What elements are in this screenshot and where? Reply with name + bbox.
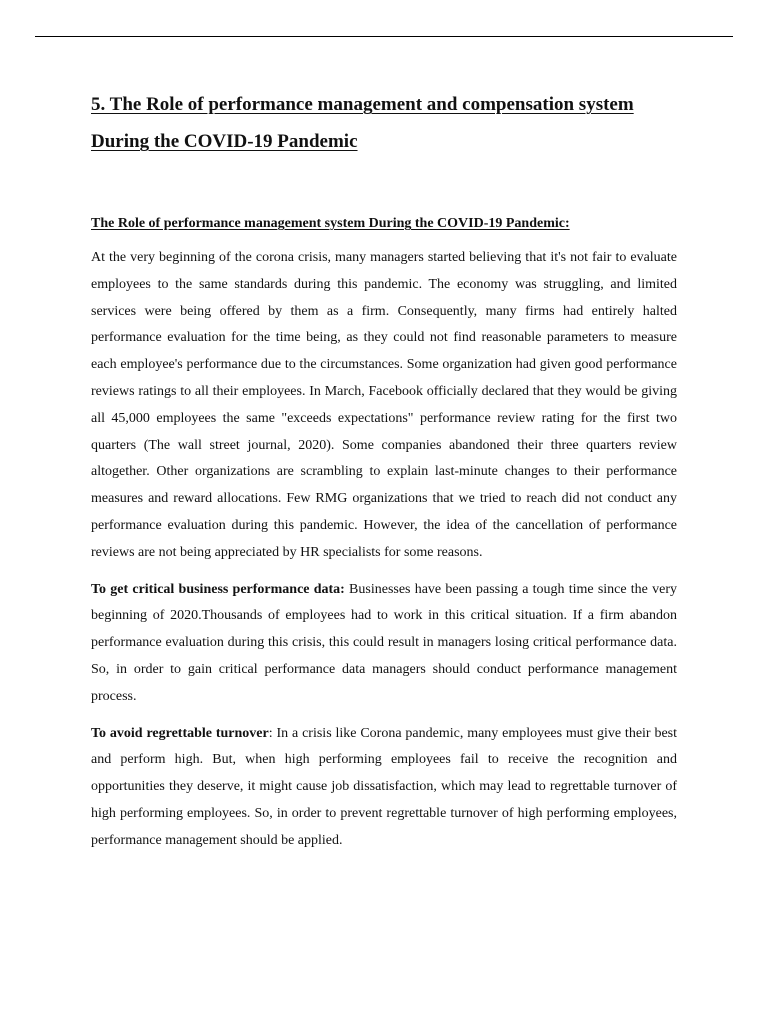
- paragraph-lead: To get critical business performance data:: [91, 581, 345, 597]
- paragraph-text: Businesses have been passing a tough time since the very beginning of 2020.Thousands of employees had to work in this critical situation. If a firm abandon performance evaluation during this crisis, this could result in managers losing critical performance data. So, in order to gain critical performance data managers should conduct performance management process.: [91, 581, 677, 704]
- header-rule: [35, 36, 733, 37]
- subheading: The Role of performance management system During the COVID-19 Pandemic:: [91, 216, 570, 231]
- paragraph-lead: To avoid regrettable turnover: [91, 725, 269, 741]
- paragraph-turnover: [91, 721, 677, 855]
- paragraph-text: : In a crisis like Corona pandemic, many employees must give their best and perform high. But, when high performing employees fail to receive the recognition and opportunities they deserve, it might cause job dissatisfaction, which may lead to regrettable turnover of high performing employees. So, in order to prevent regrettable turnover of high performing employees, performance management should be applied.: [91, 725, 677, 848]
- paragraph-text: At the very beginning of the corona crisis, many managers started believing that it's not fair to evaluate employees to the same standards during this pandemic. The economy was struggling, and limited services were being offered by them as a firm. Consequently, many firms had entirely halted performance evaluation for the time being, as they could not find reasonable parameters to measure each employee's performance due to the circumstances. Some organization had given good performance reviews ratings to all their employees. In March, Facebook officially declared that they would be giving all 45,000 employees the same "exceeds expectations" performance review rating for the first two quarters (The wall street journal, 2020). Some companies abandoned their three quarters review altogether. Other organizations are scrambling to explain last-minute changes to their performance measures and reward allocations. Few RMG organizations that we tried to reach did not conduct any performance evaluation during this pandemic. However, the idea of the cancellation of performance reviews are not being appreciated by HR specialists for some reasons.: [91, 250, 677, 560]
- section-title: 5. The Role of performance management and compensation system During the COVID-19 Pandemic: [91, 94, 634, 152]
- paragraph-intro: [91, 245, 677, 567]
- document-body: [91, 86, 677, 855]
- paragraph-critical-data: [91, 577, 677, 711]
